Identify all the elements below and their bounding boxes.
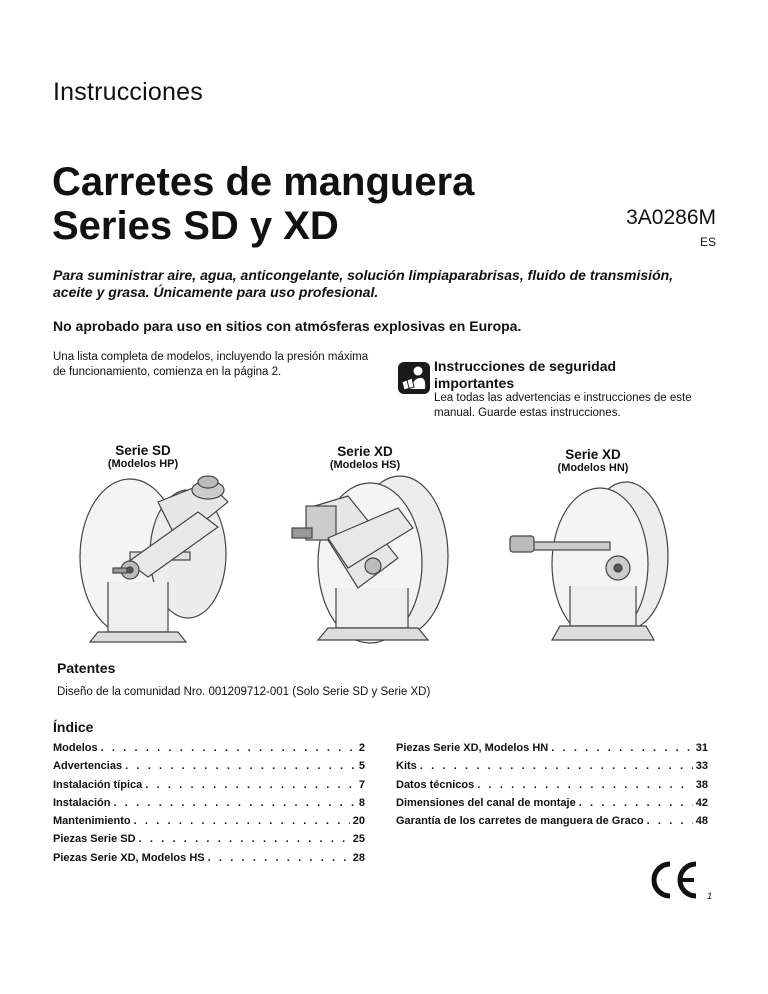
document-number: 3A0286M: [626, 206, 716, 229]
toc-entry-title: Piezas Serie XD, Modelos HN: [396, 742, 549, 754]
toc-heading: Índice: [53, 719, 94, 735]
toc-entry[interactable]: [53, 852, 365, 870]
toc-entry-title: Dimensiones del canal de montaje: [396, 796, 576, 809]
models-label: (Modelos HN): [557, 462, 629, 474]
toc-entry-page: 38: [695, 778, 708, 791]
series-label: Serie XD: [565, 447, 621, 462]
read-manual-icon: [398, 362, 430, 394]
patents-heading: Patentes: [57, 660, 116, 676]
series-label: Serie SD: [115, 443, 171, 458]
toc-entry[interactable]: [53, 797, 365, 815]
product-caption-sd-hp: [63, 443, 223, 471]
safety-title: Instrucciones de seguridad importantes: [434, 358, 617, 391]
toc-dot-leader: [125, 760, 356, 772]
toc-dot-leader: [551, 742, 693, 754]
toc-dot-leader: [113, 797, 355, 809]
toc-entry-title: Advertencias: [53, 760, 123, 773]
toc-entry-page: 20: [352, 815, 365, 828]
toc-dot-leader: [477, 779, 693, 791]
toc-entry-page: 5: [358, 760, 365, 773]
toc-entry-title: Piezas Serie XD, Modelos HS: [53, 851, 205, 864]
toc-dot-leader: [647, 815, 693, 827]
toc-entry-page: 33: [695, 760, 708, 773]
toc-entry[interactable]: [396, 779, 708, 797]
toc-entry-title: Instalación: [53, 796, 111, 809]
page-number: 1: [707, 891, 713, 902]
toc-entry-title: Mantenimiento: [53, 815, 131, 828]
document-type: Instrucciones: [53, 78, 203, 106]
toc-dot-leader: [208, 852, 350, 864]
toc-entry[interactable]: [396, 760, 708, 778]
safety-text: Lea todas las advertencias e instrucciones de este manual. Guarde estas instrucciones.: [434, 392, 692, 419]
toc-entry-page: 25: [352, 833, 365, 846]
eu-warning: No aprobado para uso en sitios con atmósferas explosivas en Europa.: [53, 318, 522, 334]
title-line-2: Series SD y XD: [52, 204, 339, 248]
toc-left-column: [53, 742, 365, 870]
language-code: ES: [699, 235, 716, 249]
toc-entry-page: 28: [352, 851, 365, 864]
ce-mark-icon: [648, 860, 700, 900]
toc-entry[interactable]: [53, 760, 365, 778]
purpose-statement: Para suministrar aire, agua, anticongelante, solución limpiaparabrisas, fluido de transmisión, aceite y grasa. Únicamente para uso profesional.: [53, 267, 674, 300]
patents-text: Diseño de la comunidad Nro. 001209712-001 (Solo Serie SD y Serie XD): [57, 686, 431, 698]
toc-entry-page: 7: [358, 778, 365, 791]
toc-entry[interactable]: [53, 815, 365, 833]
series-label: Serie XD: [337, 444, 393, 459]
toc-entry[interactable]: [396, 742, 708, 760]
hose-reel-xd-hn-image: [508, 476, 678, 650]
toc-entry[interactable]: [53, 742, 365, 760]
toc-entry-page: 31: [695, 742, 708, 754]
toc-dot-leader: [134, 815, 350, 827]
toc-dot-leader: [101, 742, 356, 754]
toc-right-column: [396, 742, 708, 833]
product-caption-xd-hn: [513, 447, 673, 475]
toc-entry-title: Kits: [396, 760, 417, 773]
toc-entry-page: 48: [695, 815, 708, 828]
toc-entry-title: Piezas Serie SD: [53, 833, 136, 846]
toc-entry-title: Datos técnicos: [396, 778, 475, 791]
toc-entry-page: 8: [358, 796, 365, 809]
toc-entry[interactable]: [396, 797, 708, 815]
title-line-1: Carretes de manguera: [52, 160, 475, 204]
models-note: Una lista completa de modelos, incluyendo la presión máxima de funcionamiento, comienza en la página 2.: [53, 351, 369, 378]
toc-dot-leader: [579, 797, 693, 809]
toc-entry-title: Modelos: [53, 742, 98, 754]
toc-entry[interactable]: [396, 815, 708, 833]
toc-dot-leader: [139, 833, 350, 845]
toc-dot-leader: [145, 779, 356, 791]
models-label: (Modelos HS): [329, 459, 401, 471]
toc-entry[interactable]: [53, 779, 365, 797]
toc-entry-page: 2: [358, 742, 365, 754]
models-label: (Modelos HP): [107, 458, 179, 470]
toc-dot-leader: [420, 760, 693, 772]
toc-entry[interactable]: [53, 833, 365, 851]
hose-reel-xd-hs-image: [288, 468, 458, 650]
toc-entry-page: 42: [695, 796, 708, 809]
page-title: [52, 160, 474, 248]
toc-entry-title: Instalación típica: [53, 778, 143, 791]
toc-entry-title: Garantía de los carretes de manguera de Graco: [396, 815, 644, 828]
hose-reel-sd-image: [68, 472, 248, 650]
